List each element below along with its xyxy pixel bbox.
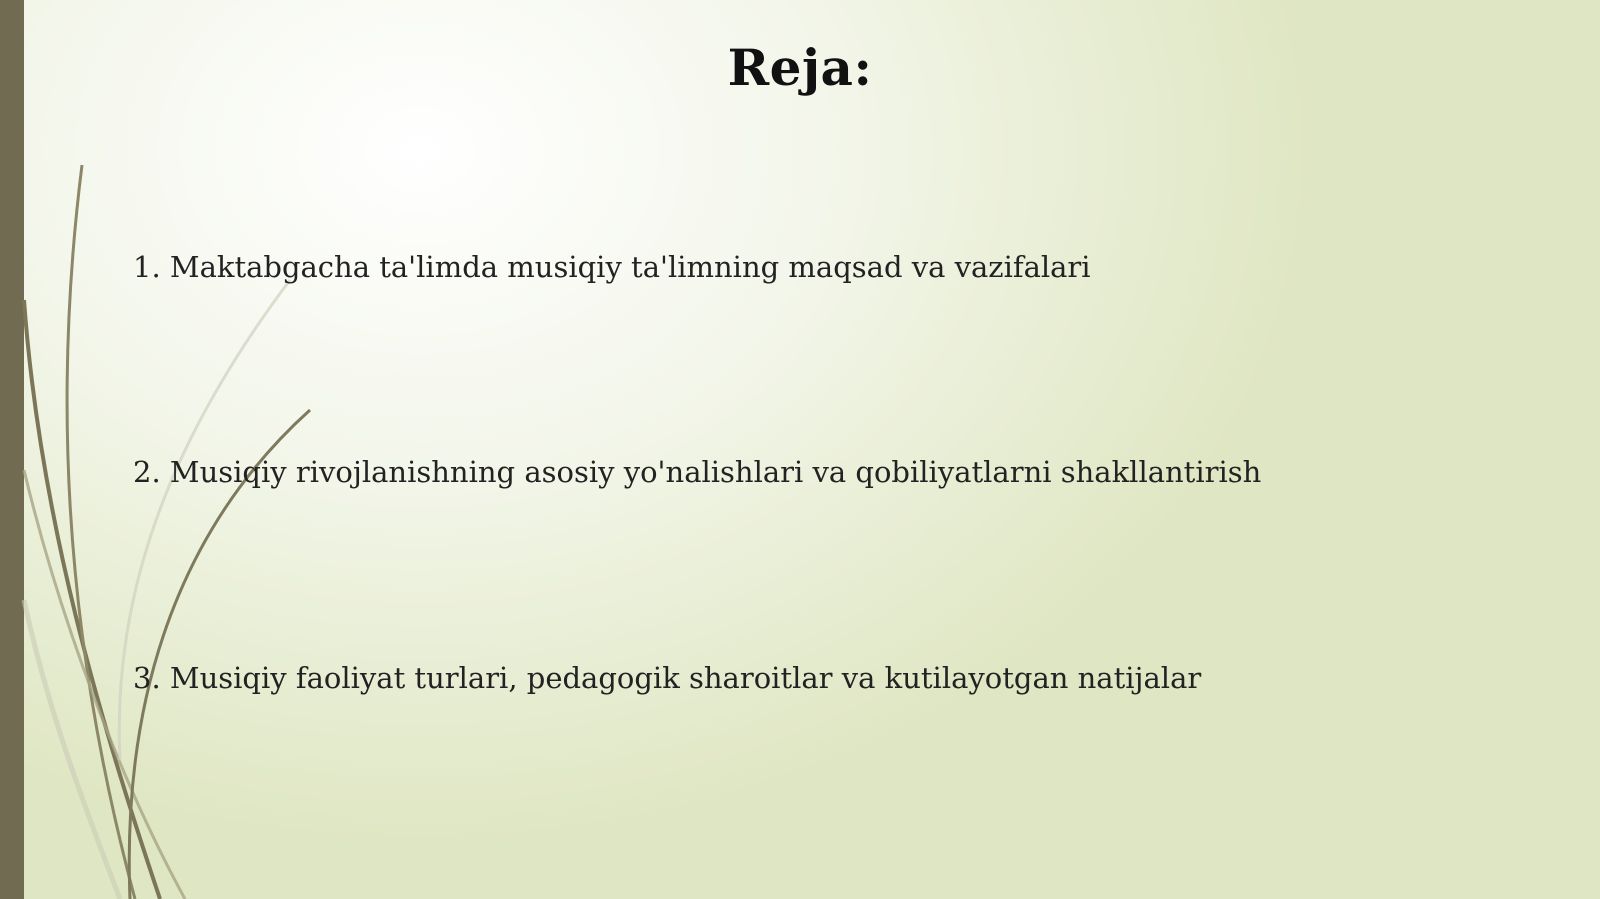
plan-item-number: 2. xyxy=(133,455,161,489)
left-accent-bar xyxy=(0,0,24,899)
plan-item-number: 1. xyxy=(133,250,161,284)
plan-item-text: Musiqiy faoliyat turlari, pedagogik sharoitlar va kutilayotgan natijalar xyxy=(169,661,1202,695)
plan-item-text: Musiqiy rivojlanishning asosiy yo'nalishlari va qobiliyatlarni shakllantirish xyxy=(169,455,1262,489)
plan-item-2 xyxy=(133,455,1261,489)
grass-blade-2 xyxy=(67,165,135,899)
slide-title: Reja: xyxy=(727,38,873,97)
plan-item-text: Maktabgacha ta'limda musiqiy ta'limning maqsad va vazifalari xyxy=(169,250,1091,284)
plan-item-3 xyxy=(133,661,1201,695)
grass-blade-1 xyxy=(24,300,160,899)
plan-item-number: 3. xyxy=(133,661,161,695)
plan-item-1 xyxy=(133,250,1091,284)
grass-blade-6 xyxy=(24,600,120,899)
